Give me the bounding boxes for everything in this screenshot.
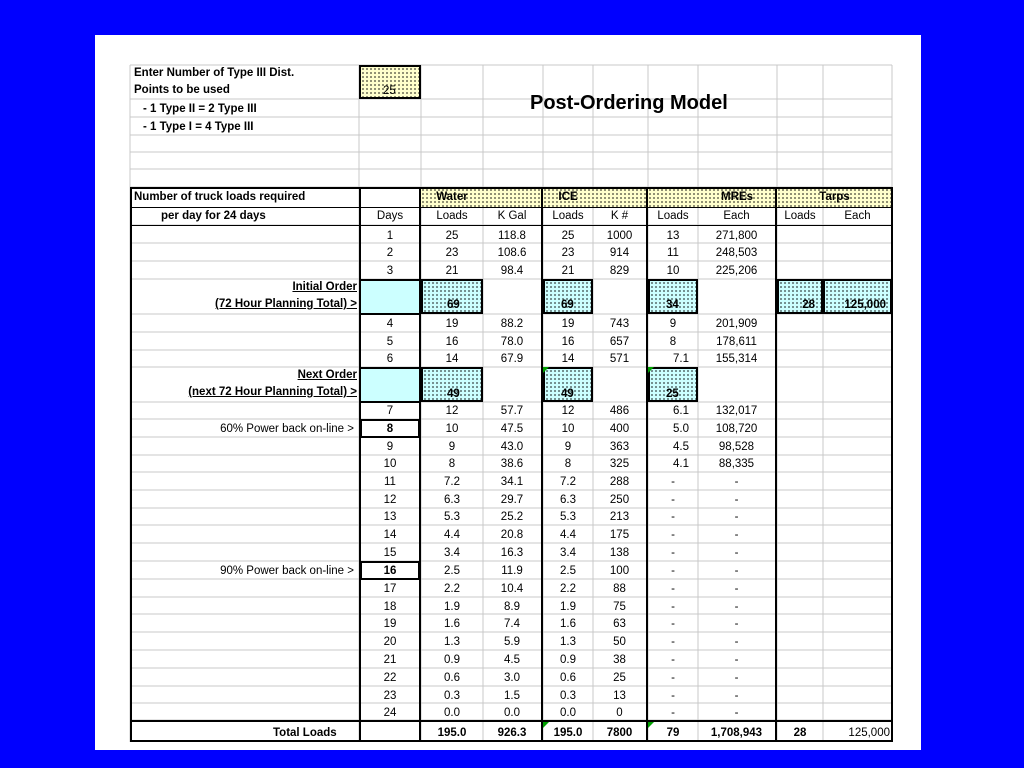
day-cell: 24	[383, 707, 397, 719]
ice-loads-cell: 0.0	[560, 707, 576, 719]
water-loads-cell: 8	[448, 458, 456, 470]
initial-order-days-bottom	[359, 313, 421, 315]
tarps-header-label: Tarps	[819, 191, 850, 203]
day-cell: 21	[383, 654, 397, 666]
mre-each-cell: 132,017	[715, 405, 758, 417]
mre-each-cell: -	[734, 601, 739, 613]
mre-loads-cell: 8	[669, 336, 677, 348]
ice-k-cell: 0	[616, 707, 623, 719]
water-kgal-cell: 0.0	[504, 707, 520, 719]
next-order-water: 49	[447, 388, 460, 400]
table-right-border	[891, 187, 893, 742]
mre-loads-cell: 5.0	[673, 423, 689, 435]
water-kgal-cell: 8.9	[504, 601, 520, 613]
ice-k-cell: 100	[609, 565, 630, 577]
mre-each-cell: 88,335	[718, 458, 755, 470]
initial-order-days-cell	[360, 279, 419, 314]
mre-each-cell: 178,611	[716, 336, 757, 348]
table-top-border	[130, 187, 893, 189]
next-order-ice-cell	[543, 367, 593, 402]
mre-loads-cell: 4.5	[673, 441, 689, 453]
water-kgal-cell: 98.4	[500, 265, 524, 277]
subheader-divider	[130, 225, 893, 226]
day-cell: 12	[383, 494, 397, 506]
total-water-kgal: 926.3	[497, 727, 527, 739]
day-cell: 13	[383, 511, 397, 523]
mre-loads-cell: -	[671, 494, 675, 506]
next-order-mres: 25	[666, 388, 679, 400]
ice-loads-cell: 0.9	[560, 654, 576, 666]
ice-k-cell: 288	[609, 476, 630, 488]
per-day-label: per day for 24 days	[161, 210, 266, 222]
water-loads-cell: 9	[448, 441, 456, 453]
water-loads-cell: 1.6	[444, 618, 460, 630]
water-kgal-cell: 78.0	[500, 336, 524, 348]
mre-loads-cell: -	[671, 654, 675, 666]
next-order-label: Next Order	[297, 369, 357, 381]
total-ice-k: 7800	[606, 727, 633, 739]
initial-order-ice-cell	[543, 279, 593, 314]
ice-loads-cell: 0.3	[560, 690, 576, 702]
ice-k-cell: 138	[609, 547, 630, 559]
water-kgal-cell: 29.7	[500, 494, 524, 506]
type-ii-note: - 1 Type II = 2 Type III	[143, 103, 257, 115]
day-cell: 2	[386, 247, 394, 259]
ice-right-border	[646, 187, 648, 742]
water-loads-cell: 25	[445, 230, 459, 242]
initial-order-water-cell	[421, 279, 483, 314]
initial-order-mres: 34	[666, 299, 679, 311]
col-ice-loads: Loads	[552, 210, 584, 222]
water-kgal-cell: 11.9	[501, 565, 523, 577]
col-mre-loads: Loads	[657, 210, 689, 222]
mre-each-cell: -	[734, 547, 739, 559]
ice-loads-cell: 21	[561, 265, 575, 277]
ice-header-label: ICE	[558, 191, 578, 203]
mre-each-cell: -	[734, 565, 739, 577]
mre-each-cell: -	[734, 707, 739, 719]
water-loads-cell: 6.3	[444, 494, 460, 506]
mre-each-cell: -	[734, 583, 739, 595]
water-loads-cell: 23	[445, 247, 459, 259]
water-kgal-cell: 1.5	[504, 690, 520, 702]
total-ice-loads: 195.0	[553, 727, 583, 739]
initial-order-tarp-loads: 28	[802, 299, 815, 311]
water-kgal-cell: 43.0	[500, 441, 524, 453]
ice-loads-cell: 1.9	[560, 601, 576, 613]
ice-k-cell: 743	[609, 318, 630, 330]
mre-loads-cell: 10	[666, 265, 680, 277]
water-loads-cell: 10	[445, 423, 459, 435]
water-loads-cell: 5.3	[444, 511, 460, 523]
water-loads-cell: 1.3	[444, 636, 460, 648]
mre-loads-cell: -	[671, 476, 675, 488]
next-order-days-top	[359, 367, 421, 369]
total-loads-label: Total Loads	[273, 727, 337, 739]
truckloads-label: Number of truck loads required	[134, 191, 306, 203]
ice-loads-cell: 23	[561, 247, 575, 259]
initial-order-water: 69	[447, 299, 460, 311]
ice-k-cell: 571	[609, 353, 630, 365]
mre-loads-cell: -	[671, 529, 675, 541]
water-kgal-cell: 34.1	[500, 476, 524, 488]
table-left-border	[130, 187, 132, 742]
ice-loads-cell: 5.3	[560, 511, 576, 523]
mre-each-cell: -	[734, 511, 739, 523]
water-loads-cell: 2.5	[444, 565, 460, 577]
mre-each-cell: 248,503	[715, 247, 758, 259]
total-mre-loads: 79	[666, 727, 680, 739]
day-cell: 20	[383, 636, 397, 648]
ice-k-cell: 25	[613, 672, 626, 684]
water-kgal-cell: 118.8	[498, 230, 526, 242]
next-order-water-cell	[421, 367, 483, 402]
ice-loads-cell: 10	[561, 423, 575, 435]
water-header-label: Water	[436, 191, 468, 203]
initial-order-tarp-loads-cell	[777, 279, 823, 314]
day-cell: 14	[383, 529, 397, 541]
mre-loads-cell: -	[671, 583, 675, 595]
initial-order-mres-cell	[648, 279, 698, 314]
water-kgal-cell: 67.9	[500, 353, 524, 365]
distribution-points-value: 25	[383, 85, 396, 97]
col-ice-k: K #	[610, 210, 629, 222]
water-loads-cell: 19	[445, 318, 459, 330]
mre-each-cell: -	[734, 636, 739, 648]
water-loads-cell: 0.0	[444, 707, 460, 719]
water-kgal-cell: 10.4	[500, 583, 524, 595]
water-loads-cell: 1.9	[444, 601, 460, 613]
ice-k-cell: 1000	[606, 230, 633, 242]
day-cell: 7	[386, 405, 394, 417]
water-loads-cell: 0.9	[444, 654, 460, 666]
mre-loads-cell: 13	[666, 230, 680, 242]
tarps-group-header	[777, 188, 892, 207]
input-label-line2: Points to be used	[134, 84, 230, 96]
col-water-loads: Loads	[436, 210, 468, 222]
water-loads-cell: 0.3	[444, 690, 460, 702]
day-cell: 23	[383, 690, 397, 702]
ice-loads-cell: 6.3	[560, 494, 576, 506]
ice-k-cell: 829	[609, 265, 630, 277]
day-cell: 8	[386, 423, 394, 435]
cell-comment-marker	[543, 367, 549, 373]
mre-loads-cell: 9	[669, 318, 677, 330]
total-tarp-each: 125,000	[848, 727, 890, 739]
day-cell: 16	[383, 565, 397, 577]
total-tarp-loads: 28	[793, 727, 807, 739]
mre-each-cell: -	[734, 494, 739, 506]
water-kgal-cell: 38.6	[500, 458, 524, 470]
milestone-day-box	[360, 419, 420, 438]
mre-loads-cell: 7.1	[673, 353, 689, 365]
total-water-loads: 195.0	[437, 727, 467, 739]
ice-loads-cell: 2.2	[560, 583, 576, 595]
days-right-border	[419, 187, 421, 742]
mre-each-cell: 225,206	[715, 265, 758, 277]
mre-each-cell: -	[734, 476, 739, 488]
ice-k-cell: 250	[609, 494, 630, 506]
day-cell: 22	[383, 672, 397, 684]
ice-loads-cell: 12	[561, 405, 575, 417]
ice-loads-cell: 8	[564, 458, 572, 470]
header-divider	[130, 207, 893, 208]
water-kgal-cell: 47.5	[500, 423, 524, 435]
water-kgal-cell: 108.6	[497, 247, 527, 259]
mre-loads-cell: 6.1	[673, 405, 689, 417]
cell-comment-marker	[648, 367, 654, 373]
water-kgal-cell: 88.2	[500, 318, 524, 330]
mre-loads-cell: 11	[667, 247, 679, 259]
water-kgal-cell: 5.9	[504, 636, 520, 648]
mre-loads-cell: -	[671, 547, 675, 559]
totals-top-border	[130, 720, 893, 722]
mre-loads-cell: -	[671, 618, 675, 630]
ice-loads-cell: 14	[561, 353, 575, 365]
mre-each-cell: -	[734, 529, 739, 541]
ice-k-cell: 657	[609, 336, 630, 348]
ice-loads-cell: 4.4	[560, 529, 576, 541]
mre-each-cell: -	[734, 618, 739, 630]
water-loads-cell: 16	[445, 336, 459, 348]
initial-order-days-top	[359, 279, 421, 281]
ice-k-cell: 486	[609, 405, 630, 417]
next-order-days-bottom	[359, 401, 421, 403]
day-cell: 6	[386, 353, 394, 365]
initial-order-ice: 69	[561, 299, 574, 311]
mre-loads-cell: -	[671, 565, 675, 577]
water-kgal-cell: 16.3	[500, 547, 524, 559]
next-order-ice: 49	[561, 388, 574, 400]
col-tarp-each: Each	[844, 210, 871, 222]
ice-loads-cell: 1.3	[560, 636, 576, 648]
power-milestone-note: 90% Power back on-line >	[220, 565, 354, 577]
ice-k-cell: 38	[613, 654, 626, 666]
mre-each-cell: 108,720	[715, 423, 758, 435]
col-water-kgal: K Gal	[497, 210, 527, 222]
mre-each-cell: -	[734, 654, 739, 666]
next-order-sublabel: (next 72 Hour Planning Total) >	[188, 386, 357, 398]
ice-loads-cell: 3.4	[560, 547, 576, 559]
day-cell: 9	[386, 441, 394, 453]
milestone-day-box	[360, 561, 420, 580]
ice-loads-cell: 16	[561, 336, 575, 348]
ice-loads-cell: 25	[561, 230, 575, 242]
mre-each-cell: 201,909	[715, 318, 758, 330]
water-loads-cell: 12	[445, 405, 459, 417]
type-i-note: - 1 Type I = 4 Type III	[143, 121, 254, 133]
days-left-border	[359, 187, 361, 742]
water-loads-cell: 3.4	[444, 547, 460, 559]
input-label-line1: Enter Number of Type III Dist.	[134, 67, 295, 79]
water-kgal-cell: 20.8	[500, 529, 524, 541]
water-loads-cell: 21	[445, 265, 459, 277]
water-kgal-cell: 3.0	[504, 672, 520, 684]
ice-loads-cell: 19	[561, 318, 575, 330]
ice-k-cell: 914	[609, 247, 630, 259]
mre-loads-cell: -	[671, 636, 675, 648]
table-bottom-border	[130, 740, 893, 742]
water-loads-cell: 2.2	[444, 583, 460, 595]
mre-loads-cell: -	[671, 707, 675, 719]
mres-header-label: MREs	[721, 191, 753, 203]
day-cell: 5	[386, 336, 394, 348]
ice-k-cell: 13	[613, 690, 626, 702]
power-milestone-note: 60% Power back on-line >	[220, 423, 354, 435]
mre-each-cell: 271,800	[715, 230, 758, 242]
mre-loads-cell: 4.1	[673, 458, 689, 470]
initial-order-sublabel: (72 Hour Planning Total) >	[215, 298, 357, 310]
day-cell: 17	[383, 583, 397, 595]
ice-k-cell: 363	[609, 441, 630, 453]
water-kgal-cell: 25.2	[500, 511, 524, 523]
mre-each-cell: 98,528	[718, 441, 755, 453]
water-right-border	[541, 187, 543, 742]
day-cell: 4	[386, 318, 394, 330]
ice-k-cell: 213	[609, 511, 630, 523]
ice-k-cell: 88	[613, 583, 626, 595]
initial-order-tarp-each-cell	[823, 279, 892, 314]
col-mre-each: Each	[723, 210, 750, 222]
day-cell: 11	[384, 476, 396, 488]
day-cell: 10	[383, 458, 397, 470]
ice-loads-cell: 2.5	[560, 565, 576, 577]
ice-k-cell: 175	[609, 529, 630, 541]
ice-loads-cell: 7.2	[560, 476, 576, 488]
ice-k-cell: 400	[609, 423, 630, 435]
mre-loads-cell: -	[671, 511, 675, 523]
mre-loads-cell: -	[671, 672, 675, 684]
initial-order-tarp-each: 125,000	[844, 299, 886, 311]
day-cell: 18	[383, 601, 397, 613]
page-title: Post-Ordering Model	[530, 92, 728, 114]
water-kgal-cell: 7.4	[504, 618, 520, 630]
col-days: Days	[376, 210, 404, 222]
ice-loads-cell: 0.6	[560, 672, 576, 684]
mre-each-cell: 155,314	[715, 353, 758, 365]
next-order-days-cell	[360, 367, 419, 402]
water-loads-cell: 14	[445, 353, 459, 365]
mre-loads-cell: -	[671, 690, 675, 702]
water-loads-cell: 7.2	[444, 476, 460, 488]
ice-k-cell: 50	[613, 636, 626, 648]
ice-loads-cell: 1.6	[560, 618, 576, 630]
day-cell: 15	[383, 547, 397, 559]
cell-comment-marker	[648, 722, 654, 728]
mre-right-border	[775, 187, 777, 742]
water-kgal-cell: 57.7	[500, 405, 524, 417]
water-loads-cell: 0.6	[444, 672, 460, 684]
ice-loads-cell: 9	[564, 441, 572, 453]
ice-k-cell: 75	[613, 601, 626, 613]
day-cell: 1	[386, 230, 394, 242]
mres-group-header	[648, 188, 775, 207]
mre-loads-cell: -	[671, 601, 675, 613]
total-mre-each: 1,708,943	[710, 727, 763, 739]
distribution-points-input[interactable]	[359, 65, 421, 99]
ice-group-header	[543, 188, 646, 207]
initial-order-days-border	[359, 279, 361, 315]
mre-each-cell: -	[734, 690, 739, 702]
cell-comment-marker	[543, 722, 549, 728]
water-kgal-cell: 4.5	[504, 654, 520, 666]
next-order-mres-cell	[648, 367, 698, 402]
water-group-header	[421, 188, 541, 207]
water-loads-cell: 4.4	[444, 529, 460, 541]
day-cell: 3	[386, 265, 394, 277]
mre-each-cell: -	[734, 672, 739, 684]
day-cell: 19	[383, 618, 397, 630]
ice-k-cell: 63	[613, 618, 626, 630]
ice-k-cell: 325	[609, 458, 630, 470]
initial-order-label: Initial Order	[292, 281, 357, 293]
col-tarp-loads: Loads	[784, 210, 816, 222]
